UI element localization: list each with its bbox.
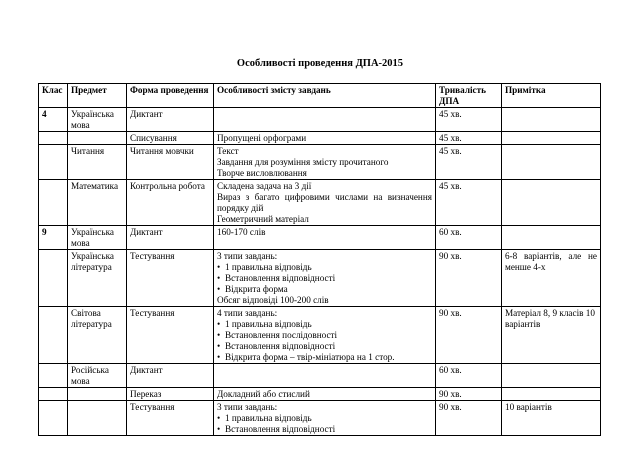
form-cell: Тестування [127, 401, 214, 436]
note-cell [502, 108, 601, 132]
feature-bullet: • Встановлення відповідності [217, 424, 432, 435]
note-cell: 10 варіантів [502, 401, 601, 436]
feature-line: Творче висловлювання [217, 168, 307, 178]
note-cell [502, 145, 601, 180]
duration-cell: 45 хв. [436, 132, 502, 145]
feature-outro: Обсяг відповіді 100-200 слів [217, 295, 329, 305]
feature-list [217, 413, 432, 435]
duration-cell: 90 хв. [436, 250, 502, 307]
form-cell: Списування [127, 132, 214, 145]
document-title: Особливості проведення ДПА-2015 [236, 58, 404, 69]
feature-bullet: • Встановлення послідовності [217, 330, 432, 341]
feature-bullet: • 1 правильна відповідь [217, 413, 432, 424]
grade-cell [39, 401, 68, 436]
feature-intro: 4 типи завдань: [217, 308, 278, 318]
features-cell [214, 145, 436, 180]
table-row [39, 307, 601, 364]
table-row [39, 145, 601, 180]
subject-cell: Українська мова [68, 108, 127, 132]
subject-cell [68, 388, 127, 401]
feature-line: Пропущені орфограми [217, 133, 307, 143]
subject-cell: Українська мова [68, 226, 127, 250]
duration-cell: 45 хв. [436, 108, 502, 132]
header-grade: Клас [39, 84, 68, 108]
feature-bullet: • Відкрита форма – твір-мініатюра на 1 стор. [217, 352, 432, 363]
features-cell [214, 250, 436, 307]
features-cell [214, 180, 436, 226]
header-features: Особливості змісту завдань [214, 84, 436, 108]
form-cell: Переказ [127, 388, 214, 401]
feature-line: Докладний або стислий [217, 389, 310, 399]
note-cell [502, 132, 601, 145]
exam-features-table [38, 83, 601, 436]
form-cell: Диктант [127, 226, 214, 250]
form-cell: Читання мовчки [127, 145, 214, 180]
grade-cell: 4 [39, 108, 68, 132]
table-row [39, 180, 601, 226]
subject-cell: Українська література [68, 250, 127, 307]
table-row [39, 364, 601, 388]
subject-cell: Світова література [68, 307, 127, 364]
subject-cell [68, 401, 127, 436]
note-cell [502, 388, 601, 401]
features-cell [214, 226, 436, 250]
note-cell [502, 180, 601, 226]
grade-cell [39, 250, 68, 307]
table-row [39, 226, 601, 250]
grade-cell: 9 [39, 226, 68, 250]
note-cell [502, 364, 601, 388]
header-duration: Тривалість ДПА [436, 84, 502, 108]
grade-cell [39, 180, 68, 226]
duration-cell: 60 хв. [436, 364, 502, 388]
table-row [39, 108, 601, 132]
table-header-row [39, 84, 601, 108]
subject-cell: Російська мова [68, 364, 127, 388]
subject-cell: Читання [68, 145, 127, 180]
form-cell: Контрольна робота [127, 180, 214, 226]
grade-cell [39, 132, 68, 145]
feature-line: 160-170 слів [217, 227, 266, 237]
form-cell: Диктант [127, 364, 214, 388]
feature-bullet: • Встановлення відповідності [217, 273, 432, 284]
feature-line: Геометричний матеріал [217, 214, 309, 224]
duration-cell: 90 хв. [436, 401, 502, 436]
table-row [39, 401, 601, 436]
subject-cell [68, 132, 127, 145]
duration-cell: 90 хв. [436, 307, 502, 364]
grade-cell [39, 145, 68, 180]
header-note: Примітка [502, 84, 601, 108]
table-row [39, 132, 601, 145]
feature-intro: 3 типи завдань: [217, 402, 278, 412]
feature-bullet: • Відкрита форма [217, 284, 432, 295]
features-cell [214, 307, 436, 364]
form-cell: Тестування [127, 250, 214, 307]
header-subject: Предмет [68, 84, 127, 108]
duration-cell: 90 хв. [436, 388, 502, 401]
form-cell: Диктант [127, 108, 214, 132]
feature-intro: 3 типи завдань: [217, 251, 278, 261]
header-form: Форма проведення [127, 84, 214, 108]
feature-list [217, 262, 432, 295]
features-cell [214, 388, 436, 401]
feature-bullet: • 1 правильна відповідь [217, 319, 432, 330]
note-cell: 6-8 варіантів, але не менше 4-х [502, 250, 601, 307]
table-row [39, 388, 601, 401]
form-cell: Тестування [127, 307, 214, 364]
duration-cell: 45 хв. [436, 145, 502, 180]
grade-cell [39, 307, 68, 364]
feature-bullet: • 1 правильна відповідь [217, 262, 432, 273]
grade-cell [39, 388, 68, 401]
subject-cell: Математика [68, 180, 127, 226]
grade-cell [39, 364, 68, 388]
features-cell [214, 108, 436, 132]
feature-line: Вираз з багато цифровими числами на визначення порядку дій [217, 192, 432, 213]
feature-line: Складена задача на 3 дії [217, 181, 312, 191]
feature-bullet: • Встановлення відповідності [217, 341, 432, 352]
note-cell [502, 226, 601, 250]
note-cell: Матеріал 8, 9 класів 10 варіантів [502, 307, 601, 364]
duration-cell: 60 хв. [436, 226, 502, 250]
feature-line: Завдання для розуміння змісту прочитаного [217, 157, 389, 167]
feature-list [217, 319, 432, 363]
duration-cell: 45 хв. [436, 180, 502, 226]
table-row [39, 250, 601, 307]
features-cell [214, 132, 436, 145]
features-cell [214, 364, 436, 388]
features-cell [214, 401, 436, 436]
feature-line: Текст [217, 146, 239, 156]
